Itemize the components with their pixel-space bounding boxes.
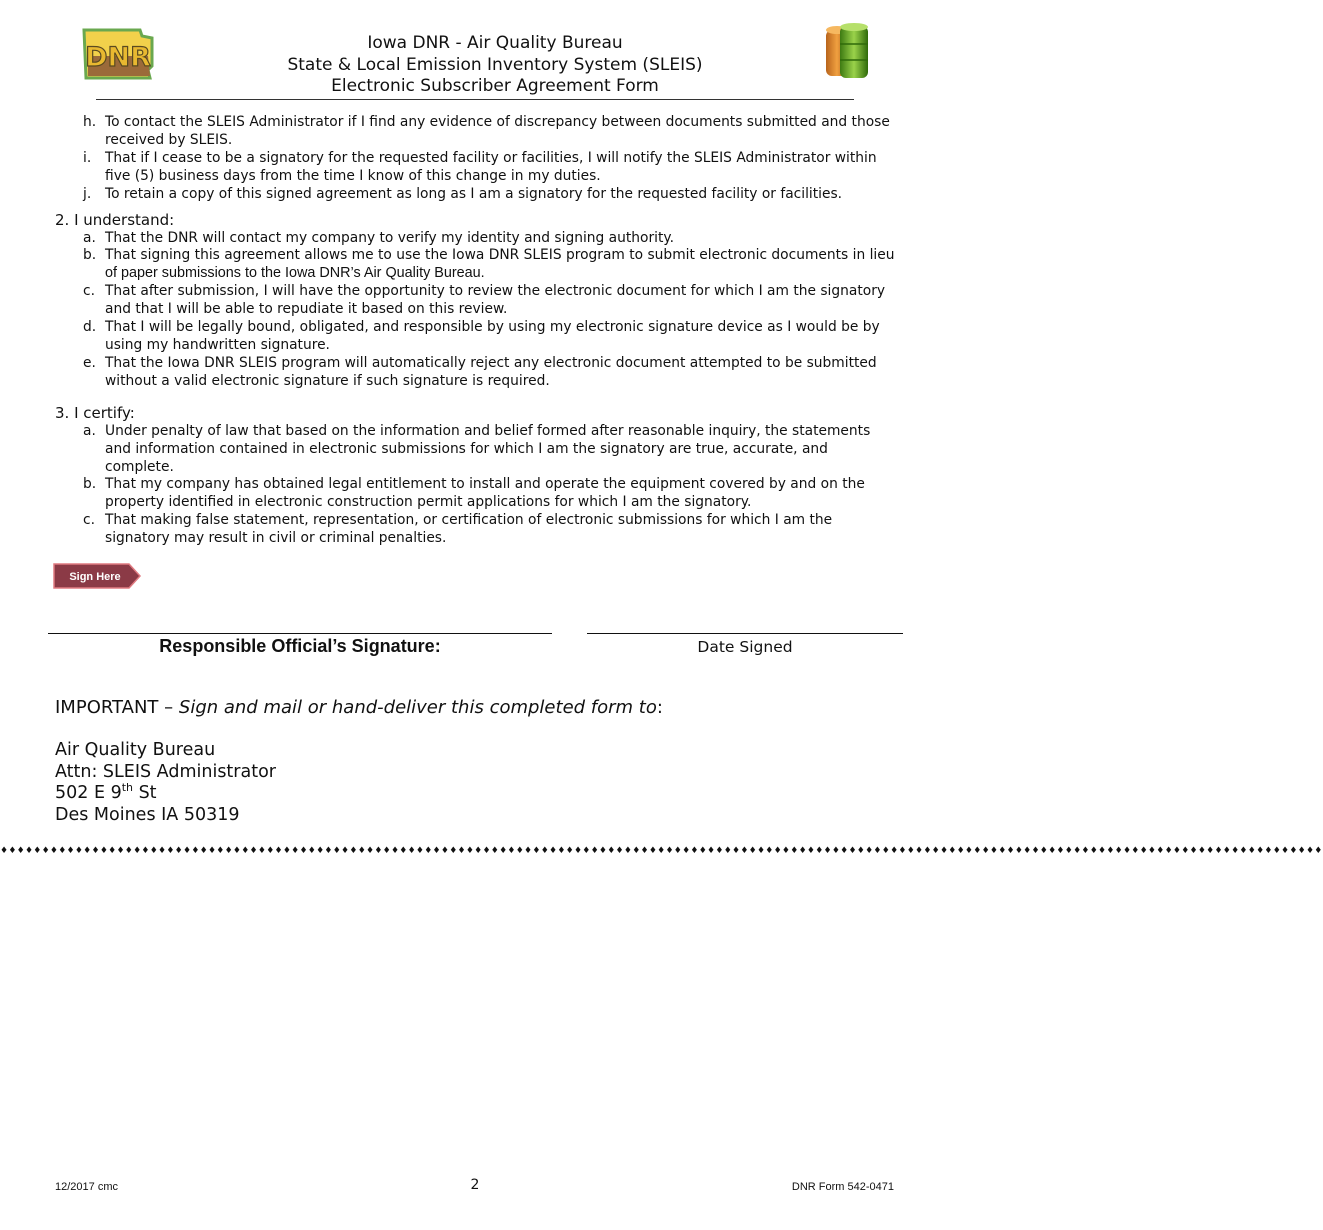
item-text: Under penalty of law that based on the information and belief formed after reasonable inquiry, the statements and information contained in electronic submissions for which I am the signatory are true, accurate, and complete. (105, 422, 871, 475)
date-line[interactable] (587, 633, 903, 634)
item-text: That the Iowa DNR SLEIS program will automatically reject any electronic document attempted to be submitted without a valid electronic signature if such signature is required. (105, 354, 877, 389)
item-text: That if I cease to be a signatory for the requested facility or facilities, I will notify the SLEIS Administrator within five (5) business days from the time I know of this change in my duties. (105, 149, 877, 184)
item-text: That after submission, I will have the opportunity to review the electronic document for which I am the signatory and that I will be able to repudiate it based on this review. (105, 283, 886, 318)
item-text: That making false statement, representation, or certification of electronic submissions for which I am the signatory may result in civil or criminal penalties. (105, 512, 833, 547)
list-item: a. Under penalty of law that based on the information and belief formed after reasonable inquiry, the statements and information contained in electronic submissions for which I am the signatory are true, accurate, and complete. (83, 422, 871, 475)
list-item: b. That signing this agreement allows me to use the Iowa DNR SLEIS program to submit electronic documents in lieu of paper submissions to the Iowa DNR’s Air Quality Bureau. (83, 247, 895, 282)
important-instruction: IMPORTANT – Sign and mail or hand-deliver this completed form to: (55, 697, 663, 718)
address-line-1: Air Quality Bureau (55, 740, 216, 760)
signature-line[interactable] (48, 633, 552, 634)
item-text: To retain a copy of this signed agreement as long as I am a signatory for the requested facility or facilities. (105, 185, 843, 202)
section-heading: 2. I understand: (55, 210, 175, 229)
header-line-3: Electronic Subscriber Agreement Form (331, 76, 659, 96)
dnr-logo (78, 26, 160, 84)
list-item: i. That if I cease to be a signatory for the requested facility or facilities, I will notify the SLEIS Administrator within five (5) business days from the time I know of this change in my duties. (83, 149, 877, 184)
item-text: That signing this agreement allows me to use the Iowa DNR SLEIS program to submit electronic documents in lieu (105, 247, 895, 264)
header-line-2: State & Local Emission Inventory System (SLEIS) (287, 54, 703, 75)
item-text: That my company has obtained legal entitlement to install and operate the equipment covered by and on the property identified in electronic construction permit applications for which I am the signatory. (105, 476, 865, 511)
header-title-block (160, 33, 830, 98)
list-item: a. That the DNR will contact my company to verify my identity and signing authority. (83, 229, 674, 246)
section-heading: 3. I certify: (55, 403, 135, 422)
sign-here-label: Sign Here (69, 571, 121, 583)
header-divider (96, 99, 854, 100)
important-text: Sign and mail or hand-deliver this completed form to (178, 697, 657, 718)
address-line-3: 502 E 9th St (55, 781, 157, 803)
important-lead: IMPORTANT (55, 697, 159, 718)
logo-text: DNR (85, 42, 151, 73)
sign-here-tab[interactable] (53, 563, 141, 589)
header-line-1: Iowa DNR - Air Quality Bureau (367, 33, 623, 53)
list-item: c. That after submission, I will have the opportunity to review the electronic document for which I am the signatory and that I will be able to repudiate it based on this review. (83, 283, 886, 318)
diamond-separator: ♦♦♦♦♦♦♦♦♦♦♦♦♦♦♦♦♦♦♦♦♦♦♦♦♦♦♦♦♦♦♦♦♦♦♦♦♦♦♦♦♦♦♦♦♦♦♦♦♦♦♦♦♦♦♦♦♦♦♦♦♦♦♦♦♦♦♦♦♦♦♦♦♦♦♦♦♦♦♦♦♦♦♦♦♦♦♦♦♦♦♦♦♦♦♦♦♦♦♦♦♦♦♦♦♦♦♦♦♦♦♦♦♦♦♦♦♦♦♦♦♦♦♦♦♦♦♦♦♦♦♦♦♦♦♦♦♦♦♦♦♦♦♦♦♦♦♦♦♦♦♦♦♦♦♦♦♦♦♦ (0, 846, 1323, 856)
list-item: c. That making false statement, representation, or certification of electronic submissions for which I am the signatory may result in civil or criminal penalties. (83, 512, 833, 547)
list-item: e. That the Iowa DNR SLEIS program will automatically reject any electronic document attempted to be submitted without a valid electronic signature if such signature is required. (83, 354, 877, 389)
list-item: d. That I will be legally bound, obligated, and responsible by using my electronic signature device as I would be by using my handwritten signature. (83, 319, 880, 353)
list-item: b. That my company has obtained legal entitlement to install and operate the equipment covered by and on the property identified in electronic construction permit applications for which I am the signatory. (83, 476, 865, 511)
item-text: That I will be legally bound, obligated, and responsible by using my electronic signature device as I would be by using my handwritten signature. (105, 319, 880, 353)
address-line-2: Attn: SLEIS Administrator (55, 761, 276, 782)
footer-revision: 12/2017 cmc (55, 1181, 118, 1193)
address-line-4: Des Moines IA 50319 (55, 804, 240, 825)
page-number: 2 (470, 1177, 480, 1193)
item-text-continued: of paper submissions to the Iowa DNR’s Air Quality Bureau. (105, 265, 485, 282)
agreement-body (55, 114, 895, 548)
signature-label: Responsible Official’s Signature: (159, 636, 441, 656)
form-number: DNR Form 542-0471 (791, 1181, 894, 1193)
date-signed-label: Date Signed (697, 638, 793, 656)
list-item: j. To retain a copy of this signed agreement as long as I am a signatory for the requested facility or facilities. (83, 185, 843, 202)
list-item: h. To contact the SLEIS Administrator if I find any evidence of discrepancy between documents submitted and those received by SLEIS. (83, 114, 890, 148)
mailing-address (55, 740, 276, 826)
item-text: That the DNR will contact my company to verify my identity and signing authority. (105, 229, 674, 246)
database-stack-icon (822, 22, 874, 82)
item-text: To contact the SLEIS Administrator if I find any evidence of discrepancy between documents submitted and those received by SLEIS. (105, 114, 890, 148)
